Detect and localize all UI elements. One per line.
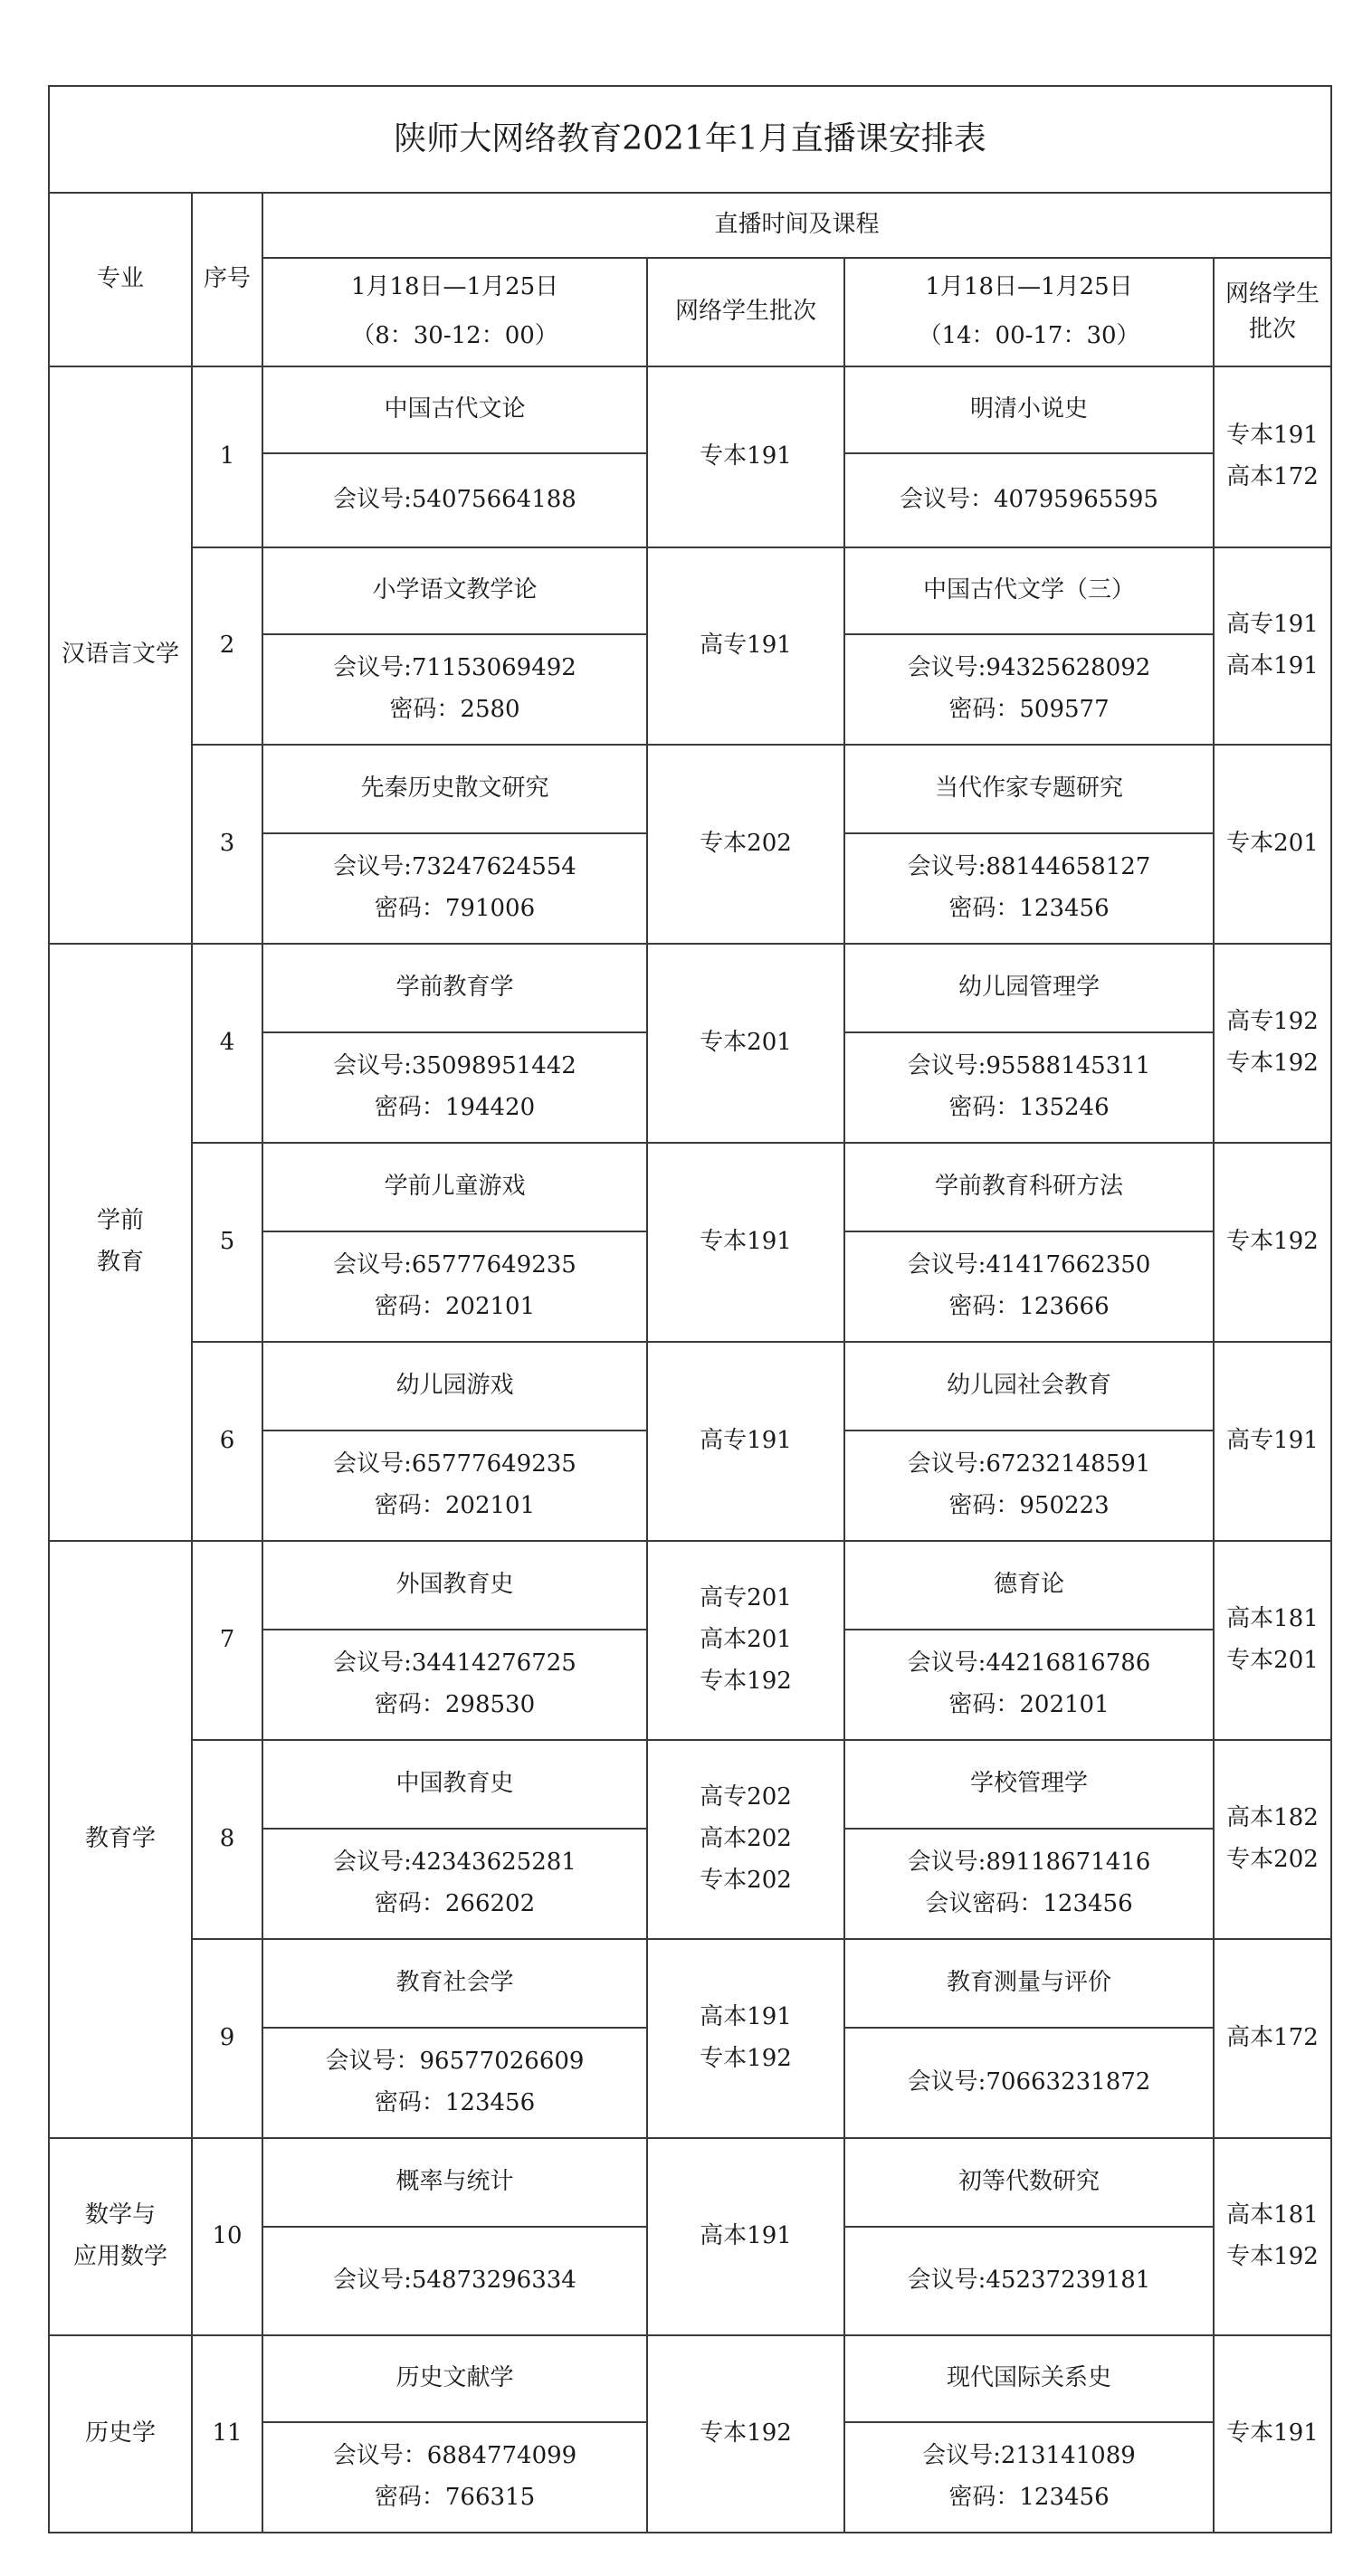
am-meeting-stack <box>263 2443 646 2512</box>
am-meeting-id: 会议号:65777649235 <box>333 1450 576 1478</box>
major-cell <box>49 944 192 1541</box>
pm-batch: 高专192 <box>1226 1008 1319 1036</box>
am-meeting-stack <box>263 1650 646 1719</box>
pm-batch: 专本201 <box>1226 830 1319 858</box>
header-batch-morning: 网络学生批次 <box>647 258 844 366</box>
pm-batch-cell <box>1214 366 1331 547</box>
pm-meeting-stack <box>845 1252 1213 1321</box>
am-course: 教育社会学 <box>262 1939 647 2028</box>
pm-batch: 专本201 <box>1226 1647 1319 1674</box>
am-meeting-cell <box>262 1630 647 1740</box>
seq-cell: 1 <box>192 366 262 547</box>
header-row-1 <box>49 193 1331 258</box>
pm-password: 密码：123456 <box>948 2484 1110 2511</box>
am-course: 历史文献学 <box>262 2335 647 2422</box>
am-meeting-stack <box>263 2048 646 2117</box>
major-label: 学前 <box>96 1207 144 1235</box>
pm-batch: 专本202 <box>1226 1846 1319 1873</box>
am-meeting-stack <box>263 1252 646 1321</box>
am-batch-cell <box>647 547 844 745</box>
am-batch-cell <box>647 2138 844 2335</box>
seq-cell: 5 <box>192 1143 262 1342</box>
am-meeting-cell <box>262 1431 647 1541</box>
major-cell <box>49 2138 192 2335</box>
am-batch: 专本202 <box>700 830 792 858</box>
course-row <box>49 1740 1331 1829</box>
pm-meeting-cell <box>844 2227 1214 2335</box>
pm-course: 当代作家专题研究 <box>844 745 1214 833</box>
major-label: 应用数学 <box>72 2243 167 2270</box>
am-meeting-stack <box>263 1849 646 1918</box>
course-row <box>49 2138 1331 2227</box>
am-batch-stack <box>648 1229 843 1256</box>
am-batch: 高专202 <box>700 1783 792 1811</box>
pm-password: 密码：202101 <box>948 1691 1110 1718</box>
am-meeting-id: 会议号:34414276725 <box>333 1649 576 1678</box>
am-password: 密码：791006 <box>374 895 536 922</box>
am-batch-cell <box>647 1541 844 1740</box>
course-row <box>49 745 1331 833</box>
pm-batch-stack <box>1215 2420 1330 2448</box>
header-seq: 序号 <box>192 193 262 366</box>
pm-meeting-stack <box>845 1451 1213 1520</box>
am-batch: 专本201 <box>700 1029 792 1057</box>
pm-batch: 高本181 <box>1226 2201 1319 2229</box>
am-meeting-id: 会议号:71153069492 <box>333 654 576 682</box>
pm-meeting-stack <box>845 2443 1213 2512</box>
pm-batch-stack <box>1215 1606 1330 1675</box>
pm-password: 密码：135246 <box>948 1094 1110 1121</box>
pm-meeting-cell <box>844 1032 1214 1143</box>
pm-meeting-id: 会议号:94325628092 <box>907 654 1151 682</box>
pm-course: 幼儿园社会教育 <box>844 1342 1214 1431</box>
major-label: 汉语言文学 <box>61 641 179 669</box>
seq-cell: 7 <box>192 1541 262 1740</box>
seq-cell: 2 <box>192 547 262 745</box>
pm-batch-cell <box>1214 745 1331 944</box>
am-batch-cell <box>647 745 844 944</box>
am-batch-stack <box>648 2004 843 2073</box>
seq-cell: 3 <box>192 745 262 944</box>
pm-batch-cell <box>1214 2138 1331 2335</box>
am-batch-stack <box>648 831 843 858</box>
am-course: 学前儿童游戏 <box>262 1143 647 1231</box>
am-meeting-cell <box>262 1032 647 1143</box>
pm-batch: 高本172 <box>1226 463 1319 490</box>
am-batch-stack <box>648 1585 843 1696</box>
am-batch-cell <box>647 2335 844 2533</box>
am-batch: 高本191 <box>700 2222 792 2250</box>
course-row <box>49 1143 1331 1231</box>
pm-meeting-stack <box>845 655 1213 724</box>
pm-batch: 高本191 <box>1226 652 1319 680</box>
am-batch: 高本191 <box>700 2003 792 2031</box>
major-stack <box>50 2420 191 2448</box>
seq-cell: 10 <box>192 2138 262 2335</box>
major-stack <box>50 2202 191 2271</box>
am-password: 密码：298530 <box>374 1691 536 1718</box>
pm-meeting-id: 会议号:95588145311 <box>907 1052 1151 1080</box>
pm-password: 密码：509577 <box>948 696 1110 723</box>
am-meeting-cell <box>262 634 647 745</box>
am-password: 密码：123456 <box>374 2089 536 2116</box>
pm-batch-cell <box>1214 1342 1331 1541</box>
seq-cell: 8 <box>192 1740 262 1939</box>
pm-meeting-stack <box>845 1849 1213 1918</box>
pm-meeting-stack <box>845 1650 1213 1719</box>
pm-password: 密码：123456 <box>948 895 1110 922</box>
am-meeting-id: 会议号:65777649235 <box>333 1251 576 1279</box>
am-batch: 高本201 <box>700 1626 792 1654</box>
pm-batch: 高专191 <box>1226 1427 1319 1455</box>
course-row <box>49 1342 1331 1431</box>
pm-meeting-stack <box>845 2267 1213 2295</box>
pm-course: 学校管理学 <box>844 1740 1214 1829</box>
pm-course: 初等代数研究 <box>844 2138 1214 2227</box>
am-batch-stack <box>648 1784 843 1895</box>
pm-batch-cell <box>1214 2335 1331 2533</box>
header-batch-afternoon: 网络学生批次 <box>1214 258 1331 366</box>
pm-batch: 高本181 <box>1226 1605 1319 1633</box>
am-meeting-stack <box>263 1451 646 1520</box>
am-password: 密码：202101 <box>374 1293 536 1320</box>
am-batch: 高专191 <box>700 1427 792 1455</box>
pm-batch-stack <box>1215 1805 1330 1874</box>
pm-password: 会议密码：123456 <box>925 1890 1133 1917</box>
pm-meeting-cell <box>844 2422 1214 2533</box>
am-batch: 专本191 <box>700 1228 792 1256</box>
am-password: 密码：266202 <box>374 1890 536 1917</box>
pm-batch-cell <box>1214 1939 1331 2138</box>
am-batch-cell <box>647 1143 844 1342</box>
pm-meeting-id: 会议号：40795965595 <box>900 486 1158 514</box>
pm-course: 现代国际关系史 <box>844 2335 1214 2422</box>
am-meeting-cell <box>262 453 647 547</box>
am-meeting-cell <box>262 1231 647 1342</box>
pm-password: 密码：123666 <box>948 1293 1110 1320</box>
pm-batch-cell <box>1214 1740 1331 1939</box>
am-batch-cell <box>647 1342 844 1541</box>
am-password: 密码：202101 <box>374 1492 536 1519</box>
header-morning-time: （8：30-12：00） <box>351 322 558 349</box>
pm-batch-cell <box>1214 944 1331 1143</box>
pm-meeting-id: 会议号:213141089 <box>922 2442 1136 2470</box>
pm-batch: 专本192 <box>1226 1228 1319 1256</box>
am-batch-stack <box>648 2420 843 2448</box>
am-meeting-id: 会议号:35098951442 <box>333 1052 576 1080</box>
am-batch: 高本202 <box>700 1825 792 1853</box>
pm-batch: 高专191 <box>1226 611 1319 639</box>
am-meeting-id: 会议号：96577026609 <box>325 2048 585 2076</box>
am-batch: 专本191 <box>700 442 792 471</box>
pm-batch-stack <box>1215 831 1330 858</box>
pm-meeting-cell <box>844 453 1214 547</box>
pm-course: 幼儿园管理学 <box>844 944 1214 1032</box>
am-meeting-id: 会议号:54873296334 <box>333 2267 576 2295</box>
course-row <box>49 1939 1331 2028</box>
seq-cell: 6 <box>192 1342 262 1541</box>
header-group: 直播时间及课程 <box>262 193 1331 258</box>
pm-course: 中国古代文学（三） <box>844 547 1214 634</box>
pm-batch: 专本192 <box>1226 1050 1319 1077</box>
am-course: 小学语文教学论 <box>262 547 647 634</box>
pm-batch-stack <box>1215 1428 1330 1455</box>
am-meeting-cell <box>262 2028 647 2138</box>
am-batch-stack <box>648 2223 843 2250</box>
pm-course: 明清小说史 <box>844 366 1214 453</box>
am-meeting-cell <box>262 2227 647 2335</box>
pm-meeting-stack <box>845 854 1213 923</box>
title-row <box>49 86 1331 193</box>
header-morning <box>262 258 647 366</box>
seq-cell: 11 <box>192 2335 262 2533</box>
am-batch-cell <box>647 944 844 1143</box>
pm-meeting-cell <box>844 833 1214 944</box>
major-label: 数学与 <box>84 2201 156 2229</box>
am-meeting-id: 会议号：6884774099 <box>332 2442 577 2470</box>
am-course: 中国古代文论 <box>262 366 647 453</box>
major-stack <box>50 1208 191 1277</box>
pm-batch-stack <box>1215 1009 1330 1078</box>
seq-cell: 9 <box>192 1939 262 2138</box>
pm-course: 德育论 <box>844 1541 1214 1630</box>
am-meeting-stack <box>263 1053 646 1122</box>
am-password: 密码：194420 <box>374 1094 536 1121</box>
pm-batch-stack <box>1215 612 1330 680</box>
am-course: 学前教育学 <box>262 944 647 1032</box>
am-meeting-cell <box>262 1829 647 1939</box>
am-batch-cell <box>647 366 844 547</box>
major-label: 教育 <box>96 1249 144 1276</box>
pm-batch: 高本172 <box>1226 2024 1319 2052</box>
am-batch-stack <box>648 1428 843 1455</box>
am-course: 幼儿园游戏 <box>262 1342 647 1431</box>
pm-meeting-cell <box>844 1829 1214 1939</box>
am-meeting-stack <box>263 854 646 923</box>
am-meeting-stack <box>263 487 646 514</box>
am-meeting-stack <box>263 2267 646 2295</box>
course-row <box>49 547 1331 634</box>
major-cell <box>49 1541 192 2138</box>
course-row <box>49 1541 1331 1630</box>
pm-password: 密码：950223 <box>948 1492 1110 1519</box>
am-batch-cell <box>647 1740 844 1939</box>
pm-batch-stack <box>1215 2202 1330 2271</box>
am-meeting-cell <box>262 833 647 944</box>
am-batch: 专本202 <box>700 1866 792 1894</box>
am-batch: 专本192 <box>700 2419 792 2448</box>
major-cell <box>49 366 192 944</box>
pm-meeting-cell <box>844 2028 1214 2138</box>
pm-batch: 专本191 <box>1226 2419 1319 2448</box>
am-meeting-cell <box>262 2422 647 2533</box>
pm-meeting-stack <box>845 487 1213 514</box>
pm-course: 学前教育科研方法 <box>844 1143 1214 1231</box>
am-batch-stack <box>648 443 843 471</box>
course-row <box>49 944 1331 1032</box>
pm-batch-cell <box>1214 1541 1331 1740</box>
header-afternoon-time: （14：00-17：30） <box>918 322 1140 349</box>
pm-meeting-id: 会议号:41417662350 <box>907 1251 1151 1279</box>
pm-meeting-id: 会议号:70663231872 <box>907 2068 1151 2096</box>
pm-meeting-id: 会议号:45237239181 <box>907 2267 1151 2295</box>
pm-batch: 专本191 <box>1226 422 1319 450</box>
pm-batch-stack <box>1215 423 1330 491</box>
am-batch: 专本192 <box>700 2045 792 2072</box>
pm-batch-cell <box>1214 547 1331 745</box>
am-batch-stack <box>648 1030 843 1057</box>
am-meeting-stack <box>263 655 646 724</box>
pm-batch: 专本192 <box>1226 2243 1319 2270</box>
major-label: 历史学 <box>84 2419 156 2448</box>
am-password: 密码：2580 <box>389 696 520 723</box>
major-cell <box>49 2335 192 2533</box>
major-label: 教育学 <box>84 1825 156 1853</box>
am-meeting-id: 会议号:54075664188 <box>333 486 576 514</box>
pm-batch-stack <box>1215 1229 1330 1256</box>
pm-meeting-cell <box>844 1431 1214 1541</box>
am-batch-stack <box>648 632 843 660</box>
pm-meeting-cell <box>844 634 1214 745</box>
major-stack <box>50 642 191 669</box>
pm-meeting-cell <box>844 1231 1214 1342</box>
am-course: 先秦历史散文研究 <box>262 745 647 833</box>
pm-batch: 高本182 <box>1226 1804 1319 1832</box>
pm-course: 教育测量与评价 <box>844 1939 1214 2028</box>
pm-batch-cell <box>1214 1143 1331 1342</box>
am-batch: 专本192 <box>700 1667 792 1695</box>
header-morning-date: 1月18日—1月25日 <box>350 273 559 301</box>
pm-meeting-id: 会议号:89118671416 <box>907 1849 1151 1877</box>
am-meeting-id: 会议号:42343625281 <box>333 1849 576 1877</box>
am-course: 外国教育史 <box>262 1541 647 1630</box>
pm-meeting-id: 会议号:67232148591 <box>907 1450 1151 1478</box>
am-batch: 高专191 <box>700 632 792 660</box>
am-batch-cell <box>647 1939 844 2138</box>
major-stack <box>50 1826 191 1853</box>
header-afternoon <box>844 258 1214 366</box>
am-batch: 高专201 <box>700 1584 792 1612</box>
pm-meeting-id: 会议号:44216816786 <box>907 1649 1151 1678</box>
header-afternoon-date: 1月18日—1月25日 <box>925 273 1133 301</box>
am-meeting-id: 会议号:73247624554 <box>333 853 576 881</box>
course-row <box>49 2335 1331 2422</box>
table-title: 陕师大网络教育2021年1月直播课安排表 <box>49 86 1331 193</box>
pm-meeting-stack <box>845 2069 1213 2096</box>
schedule-table <box>48 85 1332 2533</box>
pm-meeting-id: 会议号:88144658127 <box>907 853 1151 881</box>
am-course: 中国教育史 <box>262 1740 647 1829</box>
am-password: 密码：766315 <box>374 2484 536 2511</box>
seq-cell: 4 <box>192 944 262 1143</box>
header-major: 专业 <box>49 193 192 366</box>
am-course: 概率与统计 <box>262 2138 647 2227</box>
course-row <box>49 366 1331 453</box>
pm-batch-stack <box>1215 2025 1330 2052</box>
pm-meeting-cell <box>844 1630 1214 1740</box>
pm-meeting-stack <box>845 1053 1213 1122</box>
